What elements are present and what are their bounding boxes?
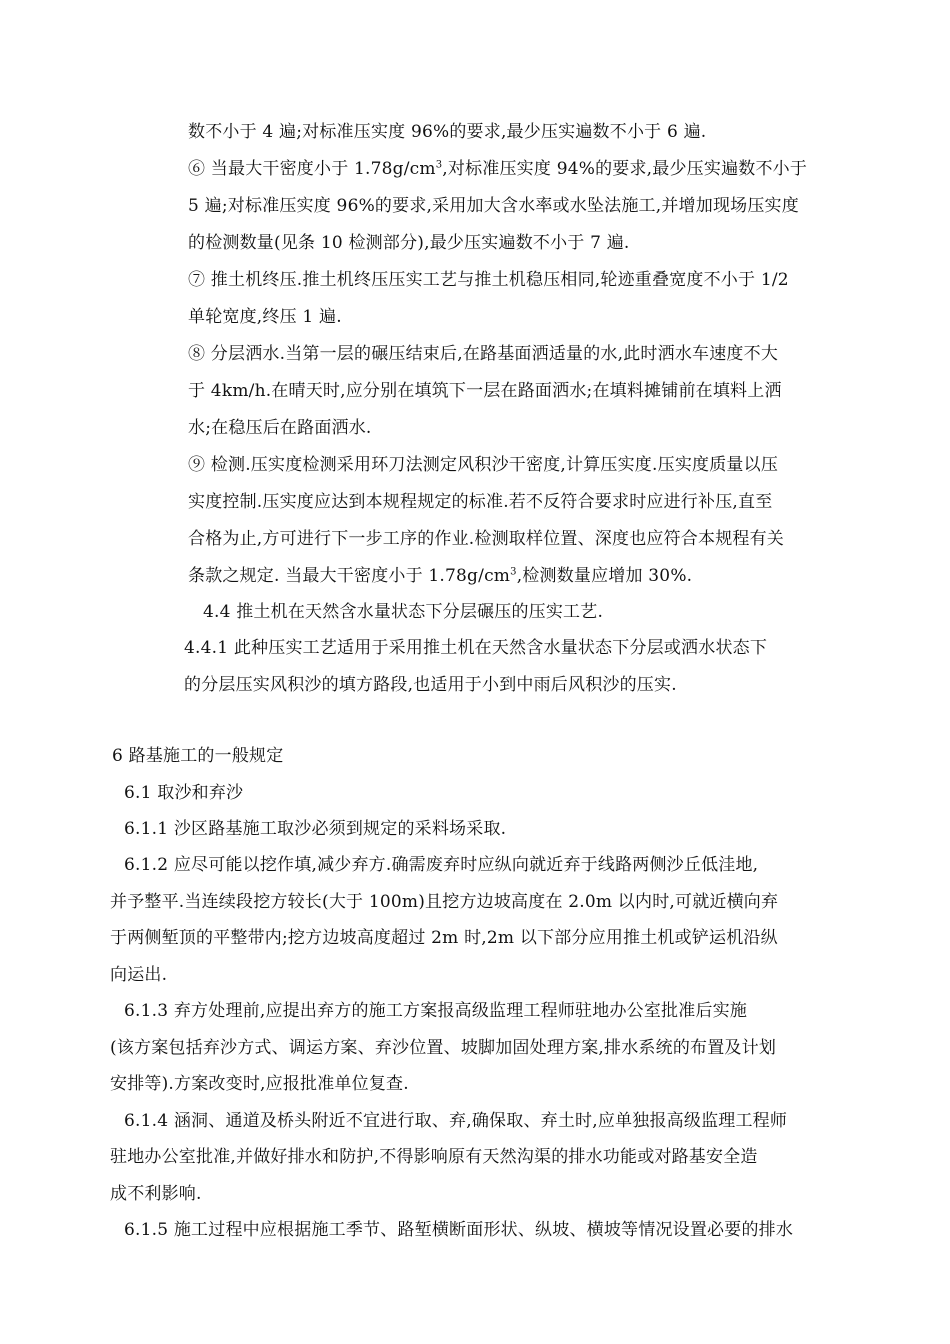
text-line: ⑦ 推土机终压.推土机终压压实工艺与推土机稳压相同,轮迹重叠宽度不小于 1/2 [188,270,789,290]
text-line: 单轮宽度,终压 1 遍. [188,307,342,327]
text-line: 于 4km/h.在晴天时,应分别在填筑下一层在路面洒水;在填料摊铺前在填料上洒 [188,381,782,401]
text-line: 水;在稳压后在路面洒水. [188,418,372,438]
text-span: ⑥ 当最大干密度小于 1.78g/cm [188,159,436,179]
section-heading-4-4: 4.4 推土机在天然含水量状态下分层碾压的压实工艺. [203,602,604,622]
text-span: 条款之规定. 当最大干密度小于 1.78g/cm [188,566,511,586]
text-line: 并予整平.当连续段挖方较长(大于 100m)且挖方边坡高度在 2.0m 以内时,可就近横向弃 [110,892,779,912]
section-heading-6-1: 6.1 取沙和弃沙 [124,783,244,803]
text-line: 于两侧堑顶的平整带内;挖方边坡高度超过 2m 时,2m 以下部分应用推土机或铲运机沿纵 [110,928,778,948]
clause-6-1-5: 6.1.5 施工过程中应根据施工季节、路堑横断面形状、纵坡、横坡等情况设置必要的排水 [124,1220,794,1240]
text-line: 的分层压实风积沙的填方路段,也适用于小到中雨后风积沙的压实. [184,675,677,695]
text-line: 数不小于 4 遍;对标准压实度 96%的要求,最少压实遍数不小于 6 遍. [188,122,707,142]
text-line: (该方案包括弃沙方式、调运方案、弃沙位置、坡脚加固处理方案,排水系统的布置及计划 [110,1038,777,1058]
clause-6-1-3: 6.1.3 弃方处理前,应提出弃方的施工方案报高级监理工程师驻地办公室批准后实施 [124,1001,748,1021]
text-span: ,检测数量应增加 30%. [516,566,693,586]
text-line: ⑧ 分层洒水.当第一层的碾压结束后,在路基面洒适量的水,此时洒水车速度不大 [188,344,779,364]
clause-6-1-2: 6.1.2 应尽可能以挖作填,减少弃方.确需废弃时应纵向就近弃于线路两侧沙丘低洼地, [124,855,759,875]
text-line: 实度控制.压实度应达到本规程规定的标准.若不反符合要求时应进行补压,直至 [188,492,773,512]
text-line: 驻地办公室批准,并做好排水和防护,不得影响原有天然沟渠的排水功能或对路基安全造 [110,1147,758,1167]
clause-6-1-4: 6.1.4 涵洞、通道及桥头附近不宜进行取、弃,确保取、弃土时,应单独报高级监理工程师 [124,1111,788,1131]
text-line: 合格为止,方可进行下一步工序的作业.检测取样位置、深度也应符合本规程有关 [188,529,785,549]
text-line [188,157,807,181]
text-line: 的检测数量(见条 10 检测部分),最少压实遍数不小于 7 遍. [188,233,630,253]
chapter-heading-6: 6 路基施工的一般规定 [112,746,284,766]
text-line: 向运出. [110,965,168,985]
text-line: 5 遍;对标准压实度 96%的要求,采用加大含水率或水坠法施工,并增加现场压实度 [188,196,799,216]
clause-4-4-1: 4.4.1 此种压实工艺适用于采用推土机在天然含水量状态下分层或洒水状态下 [184,638,768,658]
text-line [188,564,692,588]
superscript: 3 [510,566,517,578]
superscript: 3 [435,159,443,171]
clause-6-1-1: 6.1.1 沙区路基施工取沙必须到规定的采料场采取. [124,819,507,839]
text-span: ,对标准压实度 94%的要求,最少压实遍数不小于 [442,159,808,179]
text-line: 成不利影响. [110,1184,202,1204]
text-line: ⑨ 检测.压实度检测采用环刀法测定风积沙干密度,计算压实度.压实度质量以压 [188,455,779,475]
text-line: 安排等).方案改变时,应报批准单位复查. [110,1074,409,1094]
